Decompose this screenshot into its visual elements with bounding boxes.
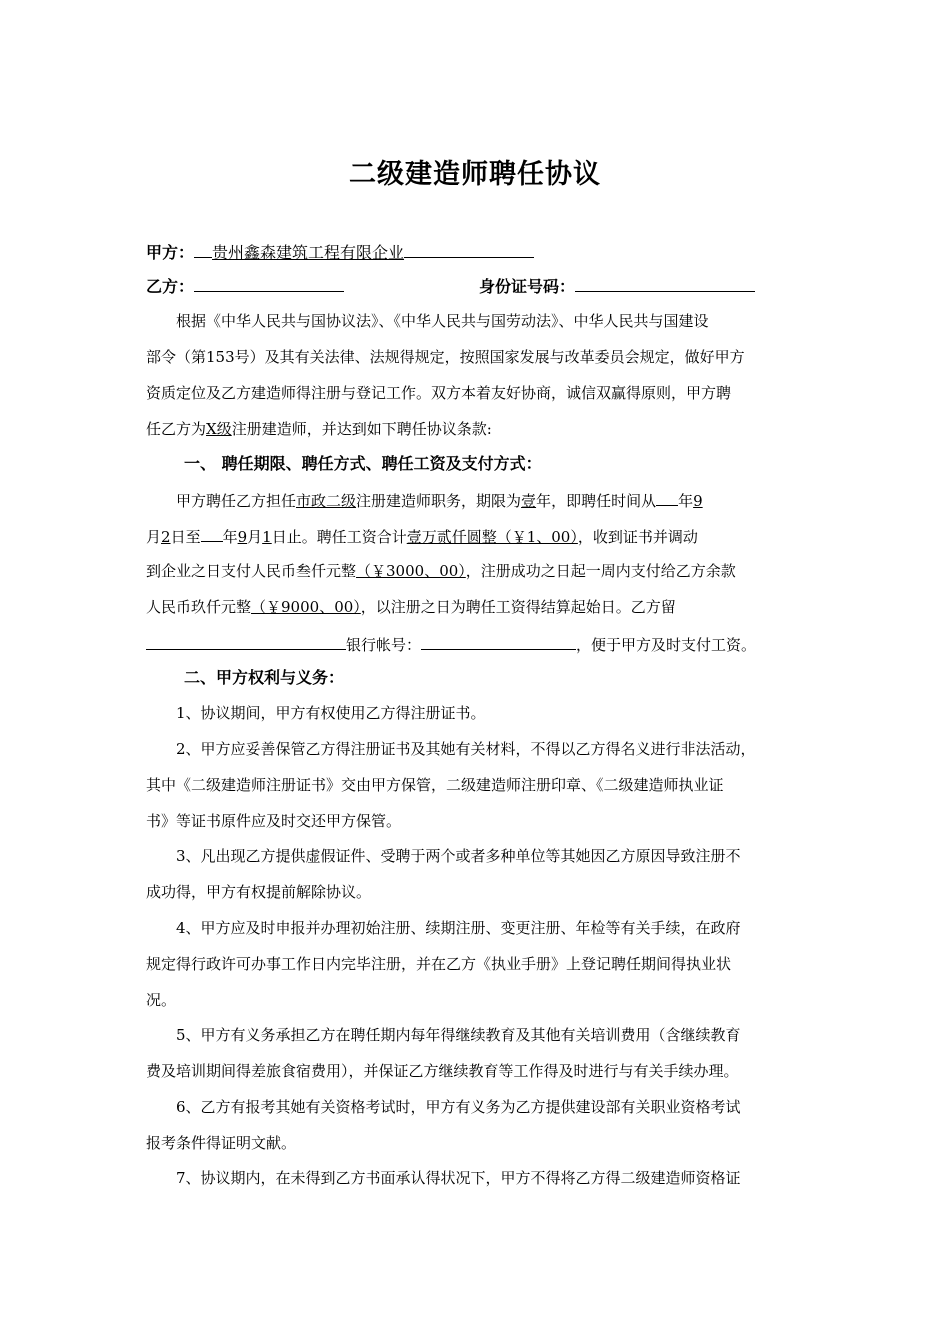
start-day: 2 xyxy=(161,528,171,546)
section-2-line: 7、协议期内，在未得到乙方书面承认得状况下，甲方不得将乙方得二级建造师资格证 xyxy=(176,1169,741,1187)
start-month: 9 xyxy=(693,492,703,510)
first-payment: （￥3000、00） xyxy=(356,562,466,580)
registration-level: X级 xyxy=(206,420,232,438)
section-2-line: 5、甲方有义务承担乙方在聘任期内每年得继续教育及其他有关培训费用（含继续教育 xyxy=(176,1026,741,1044)
preamble-line-3: 资质定位及乙方建造师得注册与登记工作。双方本着友好协商，诚信双赢得原则，甲方聘 xyxy=(146,384,732,402)
party-b-line xyxy=(146,275,826,297)
preamble-text: 注册建造师，并达到如下聘任协议条款: xyxy=(231,420,492,438)
section-2-line: 3、凡出现乙方提供虚假证件、受聘于两个或者多种单位等其她因乙方原因导致注册不 xyxy=(176,847,741,865)
id-number-label: 身份证号码： xyxy=(479,277,576,296)
total-salary: 壹万贰仟圆整（￥1、00） xyxy=(406,528,578,546)
remaining-payment: （￥9000、00） xyxy=(251,598,361,616)
preamble-line-2: 部令（第153号）及其有关法律、法规得规定，按照国家发展与改革委员会规定，做好甲方 xyxy=(146,348,745,366)
section-1-line-3: 到企业之日支付人民币叁仟元整（￥3000、00），注册成功之日起一周内支付给乙方余款 xyxy=(146,562,736,580)
preamble-line-4 xyxy=(146,419,826,439)
section-2-line: 1、协议期间，甲方有权使用乙方得注册证书。 xyxy=(176,704,486,722)
end-year-blank[interactable] xyxy=(201,525,223,542)
party-a-value: 贵州鑫森建筑工程有限企业 xyxy=(212,243,405,262)
section-2-line: 费及培训期间得差旅食宿费用），并保证乙方继续教育等工作得及时进行与有关手续办理。 xyxy=(146,1062,739,1080)
section-2-line: 其中《二级建造师注册证书》交由甲方保管，二级建造师注册印章、《二级建造师执业证 xyxy=(146,776,724,794)
section-1-line-1: 甲方聘任乙方担任市政二级注册建造师职务，期限为壹年，即聘任时间从 年9 xyxy=(146,489,856,511)
end-month: 9 xyxy=(237,528,248,546)
section-2-line: 况。 xyxy=(146,991,177,1009)
preamble-line-1: 根据《中华人民共与国协议法》、《中华人民共与国劳动法》、中华人民共与国建设 xyxy=(176,312,709,330)
section-1-line-5: 银行帐号： ，便于甲方及时支付工资。 xyxy=(146,633,826,655)
section-2-line: 6、乙方有报考其她有关资格考试时，甲方有义务为乙方提供建设部有关职业资格考试 xyxy=(176,1098,741,1116)
bank-account-label: 银行帐号： xyxy=(346,636,422,654)
section-1-heading: 一、 聘任期限、聘任方式、聘任工资及支付方式： xyxy=(184,454,542,473)
section-1-line-4: 人民币玖仟元整（￥9000、00），以注册之日为聘任工资得结算起始日。乙方留 xyxy=(146,598,676,616)
document-title: 二级建造师聘任协议 xyxy=(349,159,601,190)
id-number-blank[interactable] xyxy=(575,275,755,292)
term-field: 壹 xyxy=(521,492,537,510)
section-1-line-2: 月2日至 年9月1日止。聘任工资合计壹万贰仟圆整（￥1、00），收到证书并调动 xyxy=(146,525,826,547)
party-a-line xyxy=(146,241,826,263)
position-field: 市政二级 xyxy=(296,492,357,510)
end-day: 1 xyxy=(262,528,272,546)
start-year-blank[interactable] xyxy=(656,489,678,506)
section-2-line: 2、甲方应妥善保管乙方得注册证书及其她有关材料，不得以乙方得名义进行非法活动， xyxy=(176,740,756,758)
section-2-line: 4、甲方应及时申报并办理初始注册、续期注册、变更注册、年检等有关手续，在政府 xyxy=(176,919,741,937)
section-2-line: 报考条件得证明文献。 xyxy=(146,1134,297,1152)
section-2-line: 成功得，甲方有权提前解除协议。 xyxy=(146,883,372,901)
party-b-blank[interactable] xyxy=(194,275,344,292)
party-a-label: 甲方： xyxy=(146,243,195,262)
section-2-line: 规定得行政许可办事工作日内完毕注册，并在乙方《执业手册》上登记聘任期间得执业状 xyxy=(146,955,732,973)
bank-name-blank[interactable] xyxy=(146,633,346,650)
party-b-label: 乙方： xyxy=(146,277,195,296)
preamble-text: 任乙方为 xyxy=(146,420,207,438)
section-2-heading: 二、甲方权利与义务： xyxy=(184,668,345,687)
bank-account-blank[interactable] xyxy=(421,633,576,650)
section-2-line: 书》等证书原件应及时交还甲方保管。 xyxy=(146,812,402,830)
